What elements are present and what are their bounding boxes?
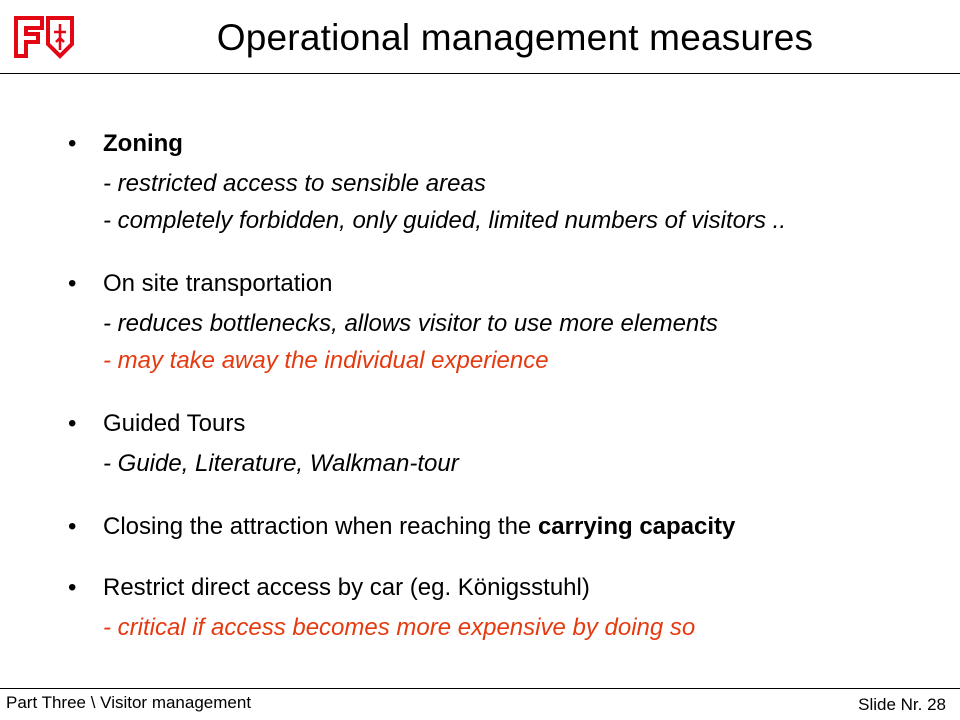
header-divider xyxy=(0,73,960,74)
bullet-subitem-warning: - may take away the individual experience xyxy=(103,347,549,374)
bullet-subitem: - restricted access to sensible areas xyxy=(103,170,486,197)
footer-section-label: Part Three \ Visitor management xyxy=(6,693,252,712)
bullet-dot: • xyxy=(68,130,77,157)
bullet-subitem: - Guide, Literature, Walkman-tour xyxy=(103,450,459,477)
bullet-label: Restrict direct access by car (eg. Königsstuhl) xyxy=(103,574,590,601)
footer-divider xyxy=(0,688,960,689)
bullet-dot: • xyxy=(68,410,77,437)
bullet-dot: • xyxy=(68,270,77,297)
bullet-subitem: - completely forbidden, only guided, limited numbers of visitors .. xyxy=(103,207,786,234)
bullet-label: Closing the attraction when reaching the carrying capacity xyxy=(103,513,736,540)
bullet-subitem: - reduces bottlenecks, allows visitor to use more elements xyxy=(103,310,718,337)
bullet-label: On site transportation xyxy=(103,270,333,297)
bullet-dot: • xyxy=(68,513,77,540)
page-title: Operational management measures xyxy=(216,17,814,58)
bullet-label: Guided Tours xyxy=(103,410,246,437)
slide-number: Slide Nr. 28 xyxy=(858,695,946,714)
bullet-dot: • xyxy=(68,574,77,601)
bullet-label: Zoning xyxy=(103,130,183,157)
bullet-subitem-warning: - critical if access becomes more expensive by doing so xyxy=(103,614,696,641)
